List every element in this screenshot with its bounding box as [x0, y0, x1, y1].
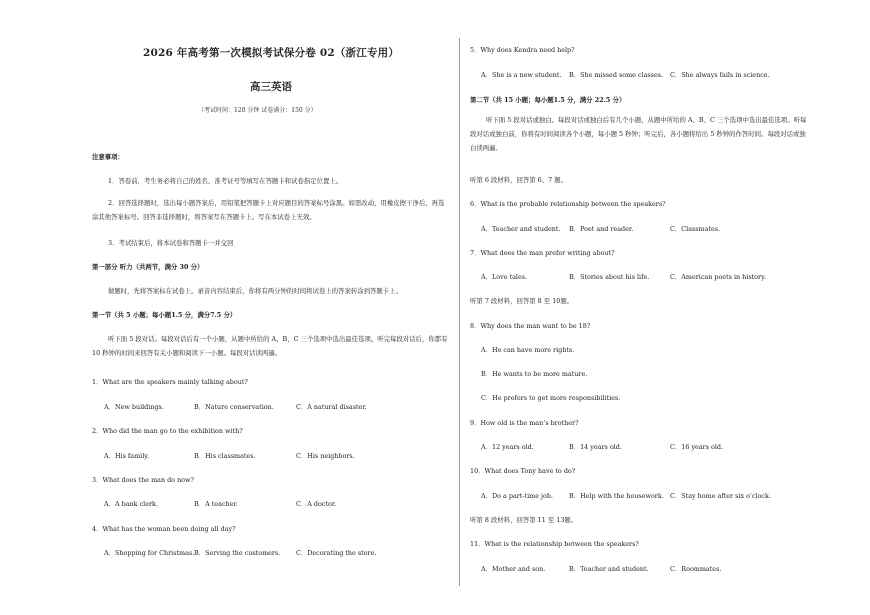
q3-option-c[interactable]: C．A doctor.: [296, 500, 337, 508]
section1-intro: 听下面 5 段对话。每段对话后有一个小题，从题中所给的 A、B、C 三个选项中选出最佳选项。听完每段对话后，你都有 10 秒钟的时间来回答有关小题和阅读下一小题。每段对话读两遍。: [92, 335, 448, 357]
section1-heading: 第一节（共 5 小题；每小题1.5 分，满分7.5 分）: [92, 311, 237, 319]
q6-option-c[interactable]: C．Classmates.: [670, 225, 721, 233]
q1-option-a[interactable]: A．New buildings.: [104, 403, 164, 411]
column-divider: [459, 38, 460, 586]
question-2: 2．Who did the man go to the exhibition with?: [92, 427, 243, 435]
question-5: 5．Why does Kendra need help?: [470, 46, 575, 54]
q10-option-a[interactable]: A．Do a part-time job.: [481, 492, 553, 500]
question-7: 7．What does the man prefer writing about?: [470, 249, 615, 257]
q5-option-c[interactable]: C．She always fails in science.: [670, 71, 770, 79]
question-1: 1．What are the speakers mainly talking about?: [92, 378, 248, 386]
q4-option-b[interactable]: B．Serving the customers.: [194, 549, 281, 557]
q1-option-c[interactable]: C．A natural disaster.: [296, 403, 367, 411]
material-7-instruction: 听第 7 段材料，回答第 8 至 10题。: [470, 297, 574, 305]
q7-option-b[interactable]: B．Stories about his life.: [569, 273, 650, 281]
question-4: 4．What has the woman been doing all day?: [92, 525, 236, 533]
part1-intro: 做题时，先将答案标在试卷上。录音内容结束后，你将有两分钟的时间将试卷上的答案转涂到答题卡上。: [108, 287, 402, 295]
notice-item-2: 2．回答选择题时，选出每小题答案后，用铅笔把答题卡上对应题目的答案标号涂黑。如需改动，用橡皮擦干净后，再选涂其他答案标号。回答非选择题时，将答案写在答题卡上。写在本试卷上无效。: [92, 199, 445, 221]
q4-option-a[interactable]: A．Shopping for Christmas.: [104, 549, 195, 557]
notice-item-1: 1．答卷前，考生务必将自己的姓名、准考证号等填写在答题卡和试卷指定位置上。: [108, 177, 343, 185]
q9-option-b[interactable]: B．14 years old.: [569, 443, 622, 451]
notice-item-3: 3．考试结束后，将本试卷和答题卡一并交回: [108, 239, 234, 247]
section2-intro: 听下面 5 段对话或独白。每段对话或独白后有几个小题，从题中所给的 A、B、C 三个选项中选出最佳选项。听每段对话或独白前，你将有时间阅读各个小题，每小题 5 秒钟；听完后，各小题将给出 5 秒钟的作答时间。每段对话或独白读两遍。: [470, 116, 807, 152]
material-6-instruction: 听第 6 段材料，回答第 6、7 题。: [470, 176, 568, 184]
q8-option-b[interactable]: B．He wants to be more mature.: [481, 370, 588, 378]
question-11: 11．What is the relationship between the speakers?: [470, 540, 639, 548]
q4-option-c[interactable]: C．Decorating the store.: [296, 549, 377, 557]
exam-meta: （考试时间：120 分钟 试卷满分：150 分）: [198, 107, 317, 114]
section2-heading: 第二节（共 15 小题；每小题1.5 分，满分 22.5 分）: [470, 96, 626, 104]
q2-option-b[interactable]: B．His classmates.: [194, 452, 256, 460]
q11-option-a[interactable]: A．Mother and son.: [481, 565, 546, 573]
q10-option-b[interactable]: B．Help with the housework.: [569, 492, 664, 500]
question-3: 3．What does the man do now?: [92, 476, 194, 484]
q3-option-b[interactable]: B．A teacher.: [194, 500, 238, 508]
q10-option-c[interactable]: C．Stay home after six o’clock.: [670, 492, 771, 500]
question-10: 10．What does Tony have to do?: [470, 467, 576, 475]
q1-option-b[interactable]: B．Nature conservation.: [194, 403, 274, 411]
question-6: 6．What is the probable relationship between the speakers?: [470, 200, 666, 208]
q2-option-a[interactable]: A．His family.: [104, 452, 150, 460]
q5-option-a[interactable]: A．She is a new student.: [481, 71, 562, 79]
question-8: 8．Why does the man want to be 18?: [470, 322, 591, 330]
q7-option-c[interactable]: C．American poets in history.: [670, 273, 766, 281]
part1-heading: 第一部分 听力（共两节，满分 30 分）: [92, 263, 204, 271]
material-8-instruction: 听第 8 段材料，回答第 11 至 13题。: [470, 516, 578, 524]
exam-title: 2026 年高考第一次模拟考试保分卷 02（浙江专用）: [143, 47, 400, 59]
q6-option-b[interactable]: B．Poet and reader.: [569, 225, 634, 233]
exam-subtitle: 高三英语: [250, 81, 292, 93]
question-9: 9．How old is the man’s brother?: [470, 419, 579, 427]
q8-option-c[interactable]: C．He prefers to get more responsibilities.: [481, 394, 621, 402]
q6-option-a[interactable]: A．Teacher and student.: [481, 225, 561, 233]
notice-heading: 注意事项：: [92, 153, 124, 161]
q11-option-c[interactable]: C．Roommates.: [670, 565, 722, 573]
q7-option-a[interactable]: A．Love tales.: [481, 273, 528, 281]
q8-option-a[interactable]: A．He can have more rights.: [481, 346, 575, 354]
q9-option-a[interactable]: A．12 years old.: [481, 443, 534, 451]
q3-option-a[interactable]: A．A bank clerk.: [104, 500, 158, 508]
q11-option-b[interactable]: B．Teacher and student.: [569, 565, 649, 573]
q2-option-c[interactable]: C．His neighbors.: [296, 452, 355, 460]
q5-option-b[interactable]: B．She missed some classes.: [569, 71, 664, 79]
q9-option-c[interactable]: C．16 years old.: [670, 443, 724, 451]
